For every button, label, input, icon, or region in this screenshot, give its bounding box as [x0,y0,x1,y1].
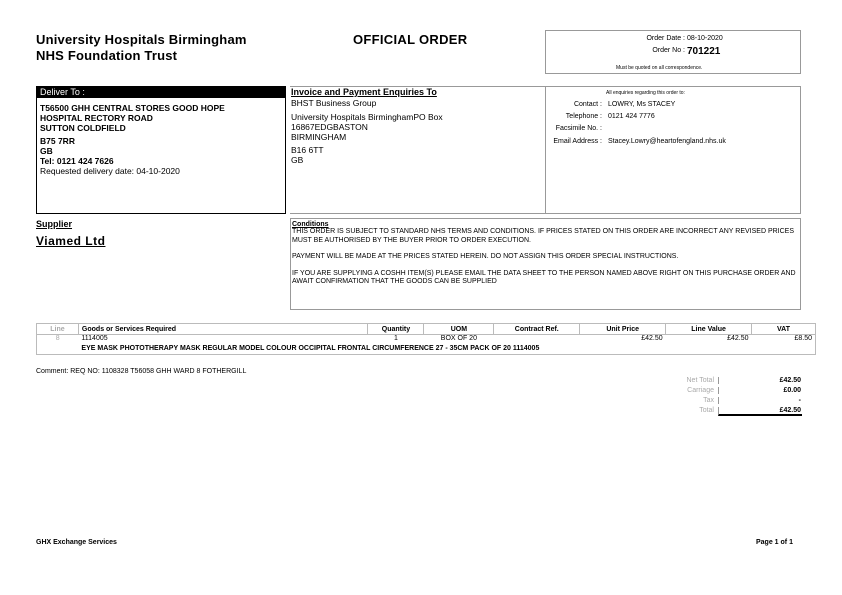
contact-note: All enquiries regarding this order to: [606,90,685,96]
invoice-line2: University Hospitals BirminghamPO Box [291,112,443,122]
row-contract-ref [494,335,580,345]
contact-label: Contact : [573,101,602,108]
conditions-heading: Conditions [292,221,329,228]
table-header-row [37,324,816,335]
col-header-contract-ref: Contract Ref. [494,324,580,335]
table-row-description [37,345,816,355]
order-note: Must be quoted on all correspondence. [616,65,703,71]
col-header-uom: UOM [424,324,494,335]
col-header-line-value: Line Value [666,324,752,335]
trust-name-line1: University Hospitals Birmingham [36,32,247,47]
row-uom: BOX OF 20 [440,335,477,342]
telephone-label: Telephone : [565,113,602,120]
document-title: OFFICIAL ORDER [353,32,468,47]
order-date-label: Order Date : [646,35,685,42]
invoice-line3: 16867EDGBASTON [291,122,368,132]
tax-value: - [718,397,802,404]
email-label: Email Address : [553,138,602,145]
contact-box [545,86,801,214]
order-no-label: Order No : [652,47,685,54]
deliver-line3: SUTTON COLDFIELD [40,123,126,133]
net-total-label: Net Total [686,377,714,384]
order-items-table [36,323,816,355]
row-code: 1114005 [81,335,108,342]
invoice-box [290,86,546,214]
fax-label: Facsimile No. : [555,125,602,132]
requested-delivery-date: Requested delivery date: 04-10-2020 [40,166,180,176]
invoice-heading: Invoice and Payment Enquiries To [291,87,437,97]
row-line: 8 [55,335,60,342]
trust-name-line2: NHS Foundation Trust [36,48,178,63]
deliver-line1: T56500 GHH CENTRAL STORES GOOD HOPE [40,103,225,113]
deliver-line4: B75 7RR [40,136,75,146]
trust-name [36,32,247,64]
footer-page-number: Page 1 of 1 [756,539,793,546]
deliver-line5: GB [40,146,53,156]
carriage-value: £0.00 [718,387,802,394]
conditions-box [290,218,801,310]
col-header-line: Line [37,324,79,335]
contact-value: LOWRY, Ms STACEY [608,101,676,108]
deliver-to-box [36,86,286,214]
email-value: Stacey.Lowry@heartofengland.nhs.uk [608,138,726,145]
invoice-line4: BIRMINGHAM [291,132,347,142]
row-description: EYE MASK PHOTOTHERAPY MASK REGULAR MODEL COLOUR OCCIPITAL FRONTAL CIRCUMFERENCE 27 - 35CM PACK OF 20 1114005 [81,344,540,352]
total-value: £42.50 [718,407,802,416]
table-row [37,335,816,345]
invoice-line5: B16 6TT [291,145,324,155]
col-header-vat: VAT [752,324,816,335]
conditions-paragraph-3: IF YOU ARE SUPPLYING A COSHH ITEM(S) PLEASE EMAIL THE DATA SHEET TO THE PERSON NAMED ABOVE RIGHT ON THIS PURCHASE ORDER AND AWAIT CONFIRMATION THAT THE GOODS CAN BE SUPPLIED [292,269,796,285]
tax-label: Tax [703,397,714,404]
total-label: Total [699,407,714,414]
conditions-paragraph-1: THIS ORDER IS SUBJECT TO STANDARD NHS TERMS AND CONDITIONS. IF PRICES STATED ON THIS ORDER ARE INCORRECT ANY REVISED PRICES MUST BE AUTHORISED BY THE BUYER PRIOR TO ORDER EXECUTION. [292,228,795,244]
carriage-label: Carriage [687,387,714,394]
order-date-value: 08-10-2020 [687,35,723,42]
supplier-heading: Supplier [36,219,73,229]
deliver-to-heading: Deliver To : [37,87,285,98]
deliver-phone: Tel: 0121 424 7626 [40,156,114,166]
telephone-value: 0121 424 7776 [608,113,655,120]
col-header-quantity: Quantity [368,324,424,335]
invoice-line1: BHST Business Group [291,98,377,108]
row-vat: £8.50 [794,335,812,342]
order-info-box [545,30,801,74]
totals-block [660,377,802,417]
row-line-value: £42.50 [727,335,749,342]
invoice-line6: GB [291,155,304,165]
order-comment: Comment: REQ NO: 1108328 T56058 GHH WARD 8 FOTHERGILL [36,368,247,375]
row-unit-price: £42.50 [641,335,663,342]
row-quantity: 1 [393,335,398,342]
order-no-value: 701221 [687,46,721,57]
footer-service: GHX Exchange Services [36,539,117,546]
conditions-paragraph-2: PAYMENT WILL BE MADE AT THE PRICES STATED HEREIN. DO NOT ASSIGN THIS ORDER SPECIAL INSTRUCTIONS. [292,253,679,260]
deliver-line2: HOSPITAL RECTORY ROAD [40,113,153,123]
col-header-goods: Goods or Services Required [78,324,368,335]
supplier-name: Viamed Ltd [36,234,106,248]
col-header-unit-price: Unit Price [580,324,666,335]
net-total-value: £42.50 [718,377,802,384]
